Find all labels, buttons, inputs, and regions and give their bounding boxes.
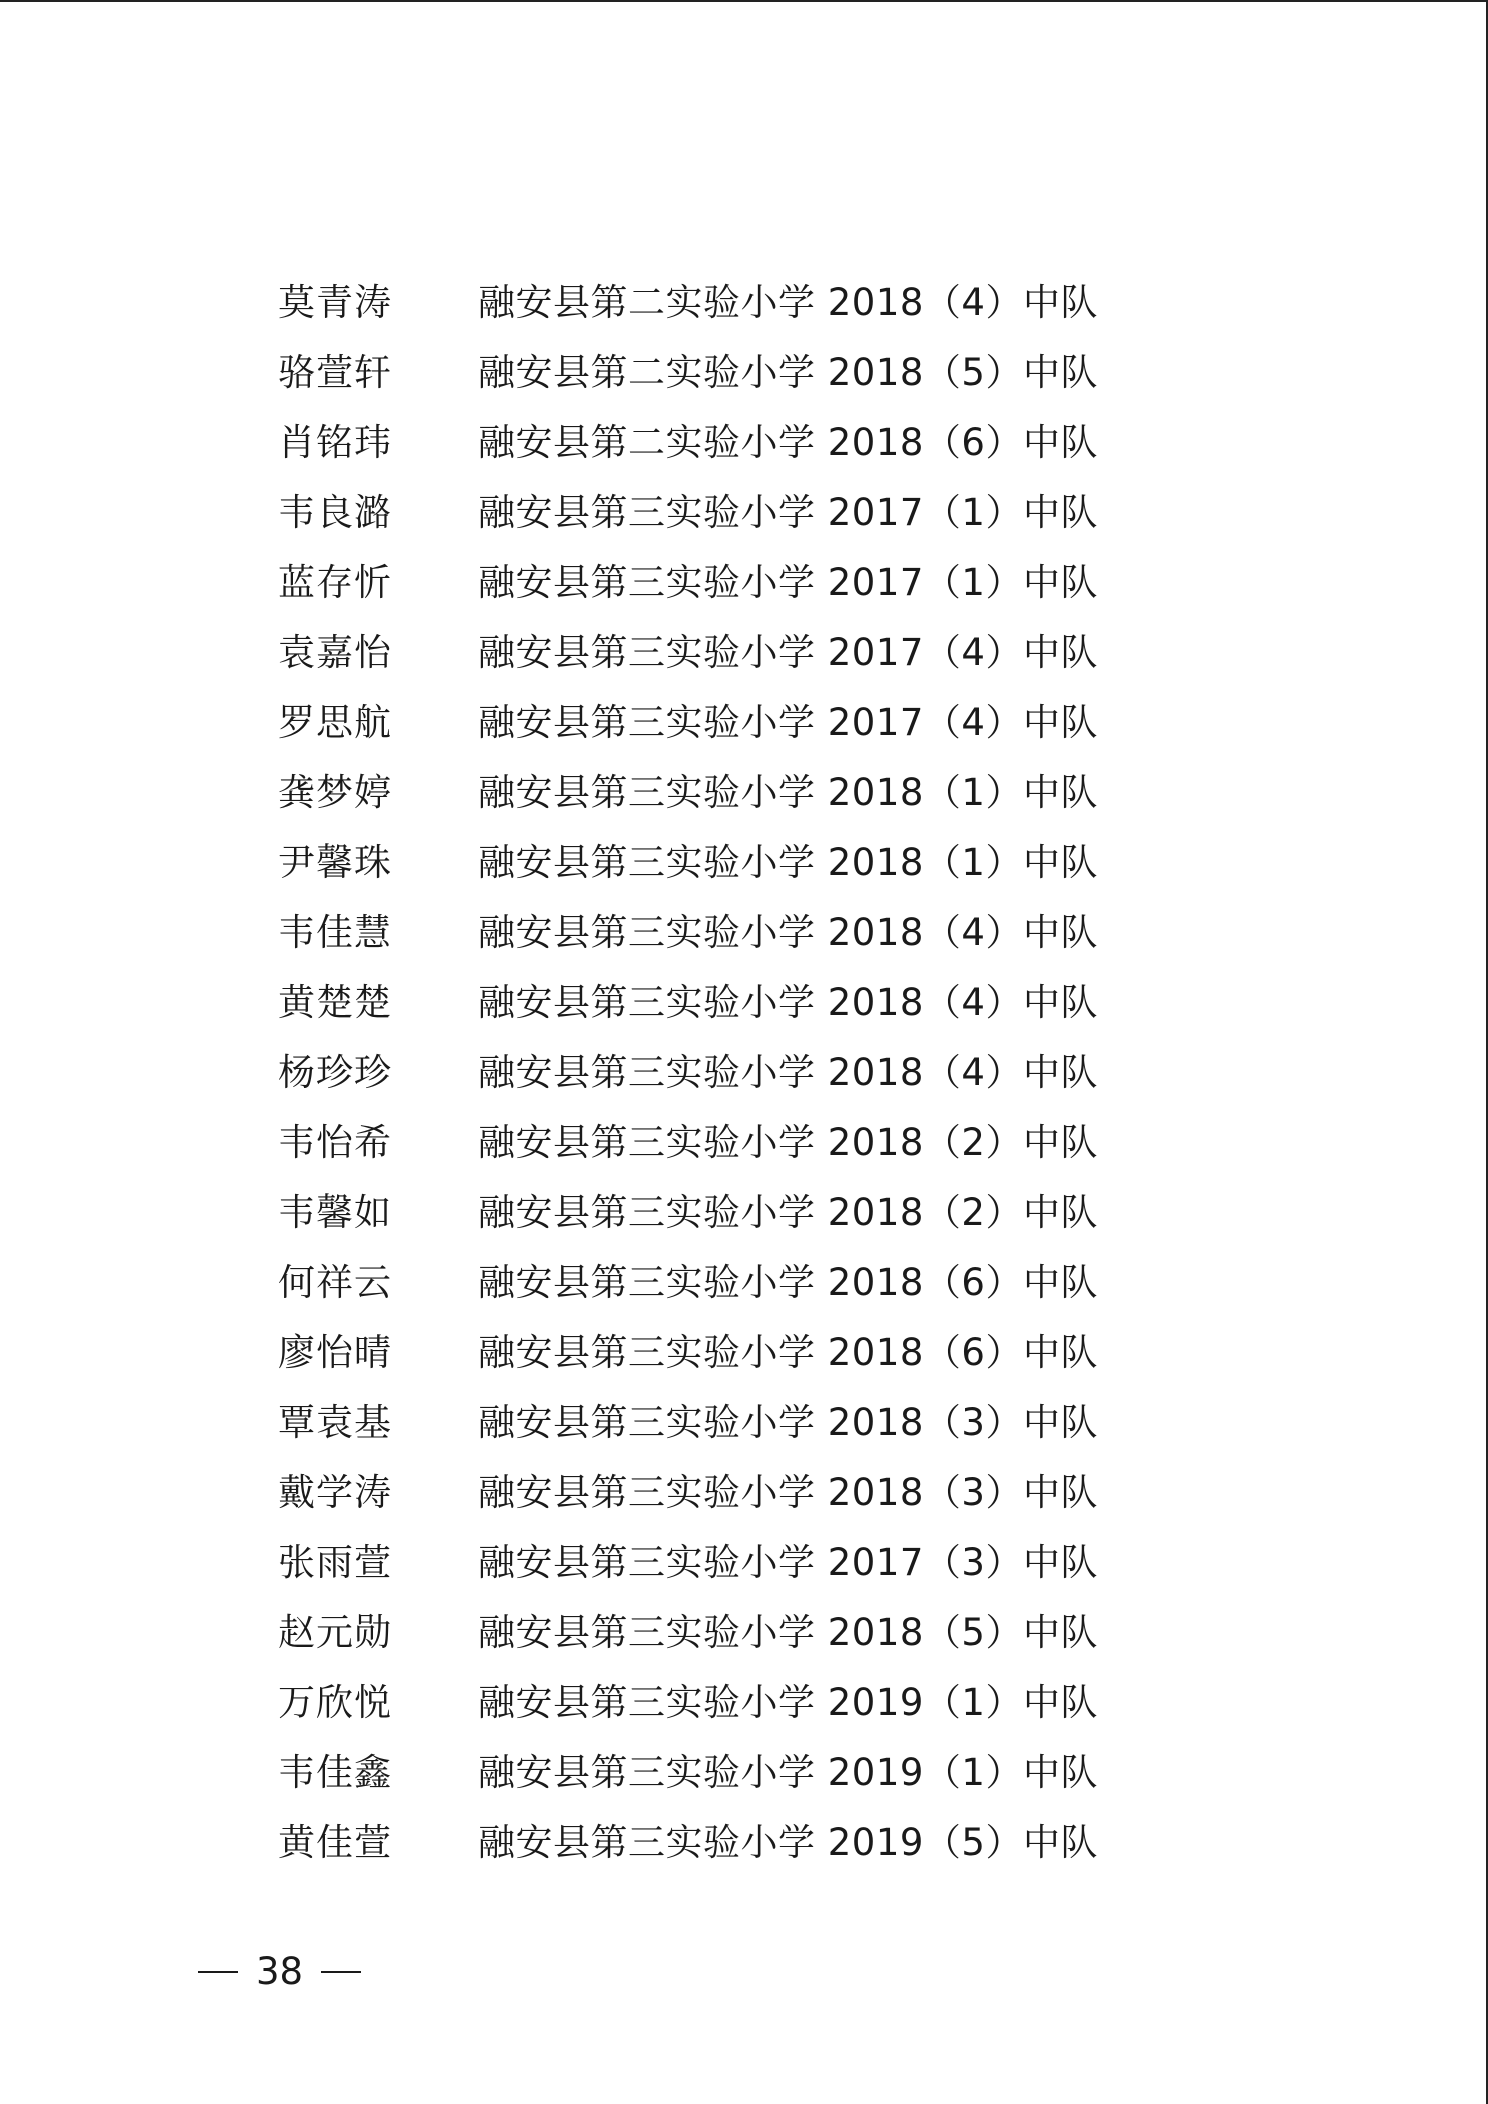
roster-row — [278, 474, 1098, 544]
student-name: 肖铭玮 — [278, 421, 392, 464]
school-class: 融安县第三实验小学 2018（4）中队 — [478, 911, 1098, 954]
student-name: 韦怡希 — [278, 1121, 392, 1164]
school-class: 融安县第三实验小学 2019（5）中队 — [478, 1821, 1098, 1864]
honor-roster-list — [278, 264, 1098, 1874]
student-name: 万欣悦 — [278, 1681, 392, 1724]
roster-row — [278, 1524, 1098, 1594]
roster-row — [278, 404, 1098, 474]
student-name: 赵元勋 — [278, 1611, 392, 1654]
school-class: 融安县第二实验小学 2018（4）中队 — [478, 281, 1098, 324]
roster-row — [278, 1664, 1098, 1734]
student-name: 何祥云 — [278, 1261, 392, 1304]
school-class: 融安县第三实验小学 2018（2）中队 — [478, 1121, 1098, 1164]
page-number: 38 — [256, 1950, 304, 1993]
school-class: 融安县第三实验小学 2017（4）中队 — [478, 631, 1098, 674]
student-name: 韦佳慧 — [278, 911, 392, 954]
student-name: 尹馨珠 — [278, 841, 392, 884]
school-class: 融安县第二实验小学 2018（6）中队 — [478, 421, 1098, 464]
roster-row — [278, 1104, 1098, 1174]
student-name: 杨珍珍 — [278, 1051, 392, 1094]
school-class: 融安县第三实验小学 2017（1）中队 — [478, 491, 1098, 534]
roster-row — [278, 1244, 1098, 1314]
roster-row — [278, 544, 1098, 614]
student-name: 龚梦婷 — [278, 771, 392, 814]
school-class: 融安县第三实验小学 2018（1）中队 — [478, 771, 1098, 814]
student-name: 袁嘉怡 — [278, 631, 392, 674]
footer-dash-right — [321, 1971, 361, 1973]
footer-dash-left — [198, 1971, 238, 1973]
student-name: 莫青涛 — [278, 281, 392, 324]
school-class: 融安县第三实验小学 2017（3）中队 — [478, 1541, 1098, 1584]
student-name: 张雨萱 — [278, 1541, 392, 1584]
school-class: 融安县第三实验小学 2018（6）中队 — [478, 1261, 1098, 1304]
student-name: 黄佳萱 — [278, 1821, 392, 1864]
roster-row — [278, 1314, 1098, 1384]
roster-row — [278, 964, 1098, 1034]
student-name: 蓝存忻 — [278, 561, 392, 604]
roster-row — [278, 1384, 1098, 1454]
roster-row — [278, 1594, 1098, 1664]
roster-row — [278, 264, 1098, 334]
school-class: 融安县第三实验小学 2018（2）中队 — [478, 1191, 1098, 1234]
roster-row — [278, 1804, 1098, 1874]
school-class: 融安县第三实验小学 2018（5）中队 — [478, 1611, 1098, 1654]
school-class: 融安县第三实验小学 2017（1）中队 — [478, 561, 1098, 604]
roster-row — [278, 614, 1098, 684]
school-class: 融安县第三实验小学 2017（4）中队 — [478, 701, 1098, 744]
student-name: 韦佳鑫 — [278, 1751, 392, 1794]
page-footer — [198, 1950, 361, 1993]
roster-row — [278, 684, 1098, 754]
school-class: 融安县第三实验小学 2018（4）中队 — [478, 1051, 1098, 1094]
roster-row — [278, 1454, 1098, 1524]
roster-row — [278, 334, 1098, 404]
school-class: 融安县第二实验小学 2018（5）中队 — [478, 351, 1098, 394]
student-name: 戴学涛 — [278, 1471, 392, 1514]
school-class: 融安县第三实验小学 2018（1）中队 — [478, 841, 1098, 884]
student-name: 覃袁基 — [278, 1401, 392, 1444]
school-class: 融安县第三实验小学 2018（4）中队 — [478, 981, 1098, 1024]
roster-row — [278, 824, 1098, 894]
roster-row — [278, 754, 1098, 824]
roster-row — [278, 1174, 1098, 1244]
school-class: 融安县第三实验小学 2018（3）中队 — [478, 1471, 1098, 1514]
roster-row — [278, 1034, 1098, 1104]
student-name: 黄楚楚 — [278, 981, 392, 1024]
roster-row — [278, 894, 1098, 964]
student-name: 韦馨如 — [278, 1191, 392, 1234]
student-name: 骆萱轩 — [278, 351, 392, 394]
student-name: 罗思航 — [278, 701, 392, 744]
school-class: 融安县第三实验小学 2018（3）中队 — [478, 1401, 1098, 1444]
school-class: 融安县第三实验小学 2019（1）中队 — [478, 1751, 1098, 1794]
student-name: 韦良潞 — [278, 491, 392, 534]
school-class: 融安县第三实验小学 2019（1）中队 — [478, 1681, 1098, 1724]
student-name: 廖怡晴 — [278, 1331, 392, 1374]
roster-row — [278, 1734, 1098, 1804]
school-class: 融安县第三实验小学 2018（6）中队 — [478, 1331, 1098, 1374]
